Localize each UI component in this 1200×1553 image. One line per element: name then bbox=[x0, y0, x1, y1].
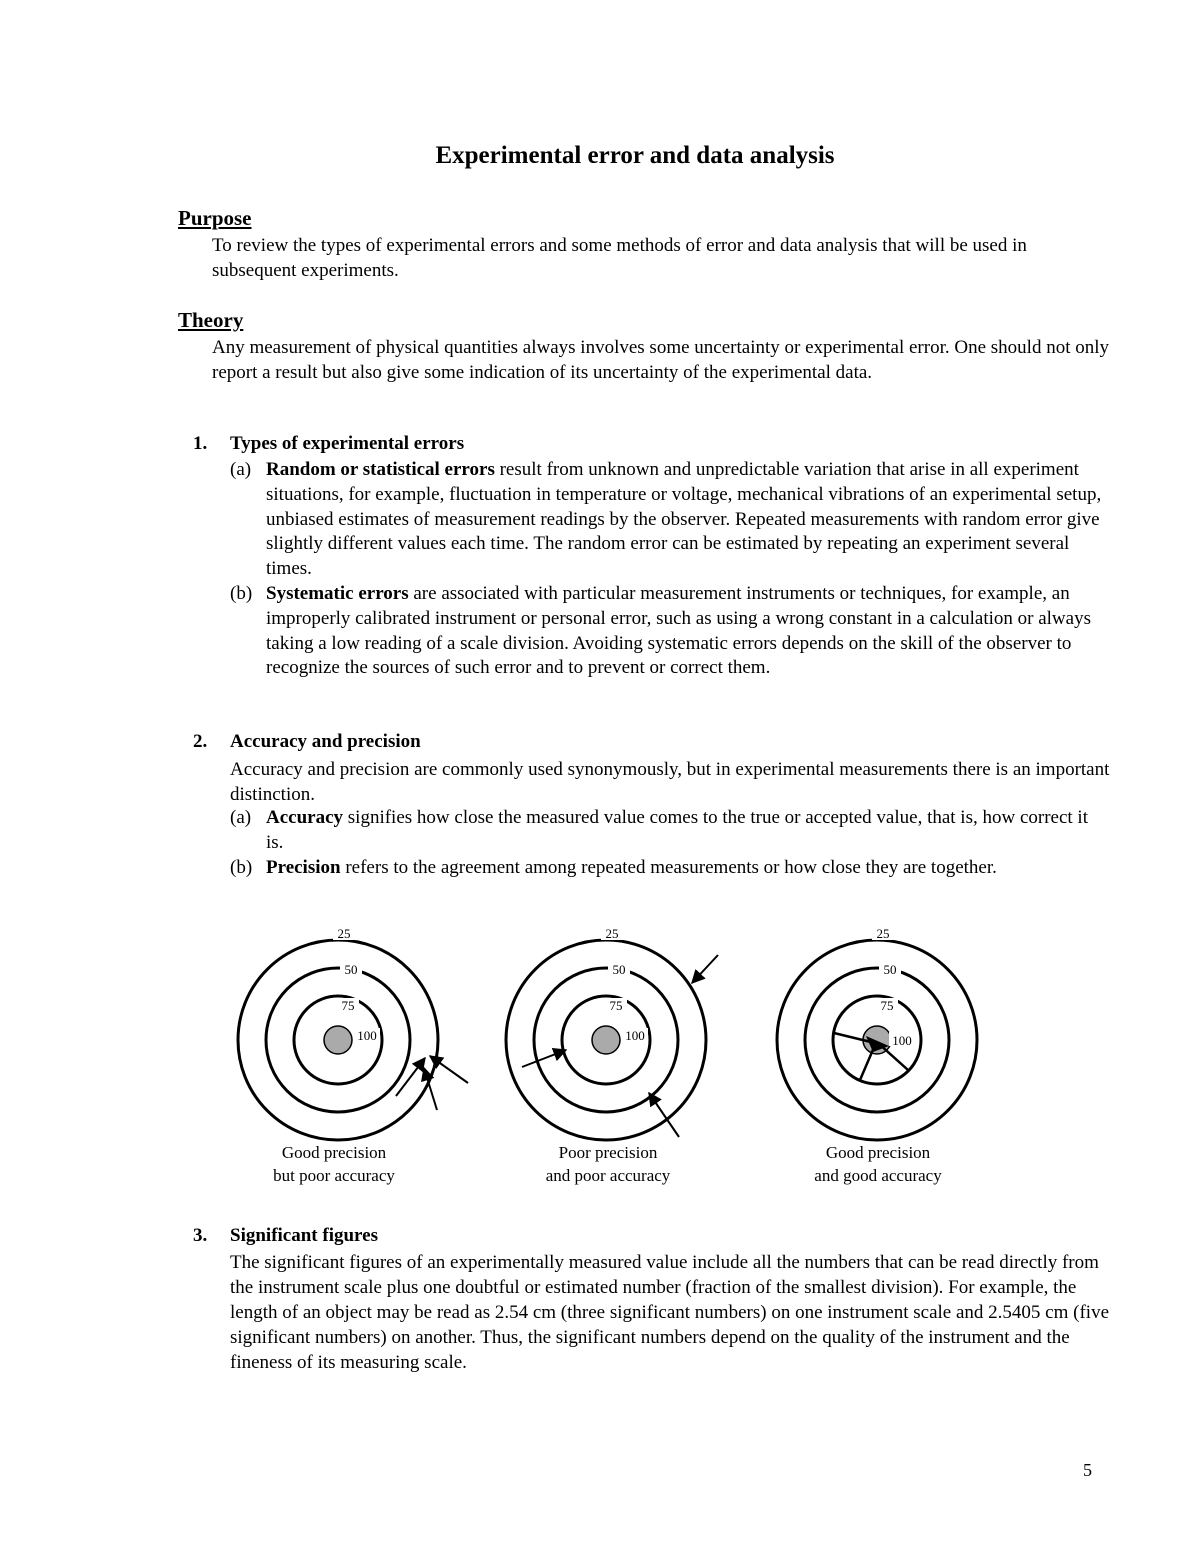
page-number: 5 bbox=[1083, 1460, 1092, 1480]
purpose-heading: Purpose bbox=[178, 206, 252, 230]
page-title: Experimental error and data analysis bbox=[435, 142, 835, 169]
section-2-intro: Accuracy and precision are commonly used synonymously, but in experimental measurements there is an important distinction. bbox=[230, 759, 1110, 805]
purpose-text: To review the types of experimental errors and some methods of error and data analysis that will be used in subsequent experiments. bbox=[212, 235, 1027, 281]
section-3-text: The significant figures of an experimentally measured value include all the numbers that can be read directly from the instrument scale plus one doubtful or estimated number (fraction of the smallest division). For example, the length of an object may be read as 2.54 cm (three significant numbers) on one instrument scale and 2.5405 cm (five significant numbers) on another. Thus, the significant numbers depend on the quality of the instrument and the fineness of its measuring scale. bbox=[230, 1252, 1110, 1373]
target-2 bbox=[506, 940, 706, 1140]
theory-heading: Theory bbox=[178, 308, 244, 332]
caption-line-2: but poor accuracy bbox=[273, 1166, 395, 1185]
section-1-number: 1. bbox=[193, 433, 208, 454]
item-text: are associated with particular measurement instruments or techniques, for example, an improperly calibrated instrument or personal error, such as using a wrong constant in a calculation or always taking a low reading of a scale division. Avoiding systematic errors depends on the skill of the observer to recognize the sources of such error and to prevent or correct them. bbox=[266, 583, 1091, 679]
theory-text: Any measurement of physical quantities always involves some uncertainty or experimental error. One should not only report a result but also give some indication of its uncertainty of the experimental data. bbox=[212, 337, 1109, 383]
arrow bbox=[692, 955, 718, 983]
ring-label-25: 25 bbox=[337, 926, 351, 941]
item-text: result from unknown and unpredictable variation that arise in all experiment situations, for example, fluctuation in temperature or voltage, mechanical vibrations of an experimental setup, unbiased estimates of measurement readings by the observer. Repeated measurements with random error give slightly different values each time. The random error can be estimated by repeating an experiment several times. bbox=[266, 459, 1102, 580]
caption-2 bbox=[498, 1141, 718, 1187]
ring-label-75: 75 bbox=[609, 998, 623, 1013]
target-3 bbox=[777, 940, 977, 1140]
item-bold-term: Random or statistical errors bbox=[266, 459, 495, 480]
item-label: (a) bbox=[230, 459, 252, 480]
target-bullseye bbox=[592, 1026, 620, 1054]
ring-label-100: 100 bbox=[625, 1028, 645, 1043]
ring-label-75: 75 bbox=[341, 998, 355, 1013]
ring-label-50: 50 bbox=[883, 962, 897, 977]
caption-line-2: and good accuracy bbox=[814, 1166, 942, 1185]
section-2-number: 2. bbox=[193, 731, 208, 752]
ring-label-25: 25 bbox=[876, 926, 890, 941]
caption-line-1: Good precision bbox=[281, 1143, 387, 1162]
arrow bbox=[430, 1056, 468, 1083]
item-label: (a) bbox=[230, 807, 252, 828]
item-bold-term: Systematic errors bbox=[266, 583, 409, 604]
arrow bbox=[522, 1050, 566, 1067]
item-bold-term: Precision bbox=[266, 857, 341, 878]
item-bold-term: Accuracy bbox=[266, 807, 344, 828]
target-bullseye bbox=[324, 1026, 352, 1054]
ring-label-50: 50 bbox=[612, 962, 626, 977]
ring-label-25: 25 bbox=[605, 926, 619, 941]
caption-line-1: Poor precision bbox=[558, 1143, 658, 1162]
caption-line-1: Good precision bbox=[825, 1143, 931, 1162]
target-1 bbox=[238, 940, 438, 1140]
section-1-title: Types of experimental errors bbox=[230, 433, 465, 454]
caption-line-2: and poor accuracy bbox=[545, 1166, 671, 1185]
ring-label-100: 100 bbox=[357, 1028, 377, 1043]
section-3-number: 3. bbox=[193, 1225, 208, 1246]
item-text: signifies how close the measured value comes to the true or accepted value, that is, how correct it is. bbox=[266, 807, 1088, 853]
section-3-title: Significant figures bbox=[230, 1225, 378, 1246]
section-2-title: Accuracy and precision bbox=[230, 731, 421, 752]
arrow bbox=[649, 1093, 679, 1137]
item-text: refers to the agreement among repeated measurements or how close they are together. bbox=[340, 857, 997, 878]
caption-3 bbox=[768, 1141, 988, 1187]
ring-label-100: 100 bbox=[892, 1033, 912, 1048]
ring-label-75: 75 bbox=[880, 998, 894, 1013]
item-label: (b) bbox=[230, 583, 253, 604]
caption-1 bbox=[224, 1141, 444, 1187]
ring-label-50: 50 bbox=[344, 962, 358, 977]
item-label: (b) bbox=[230, 857, 253, 878]
